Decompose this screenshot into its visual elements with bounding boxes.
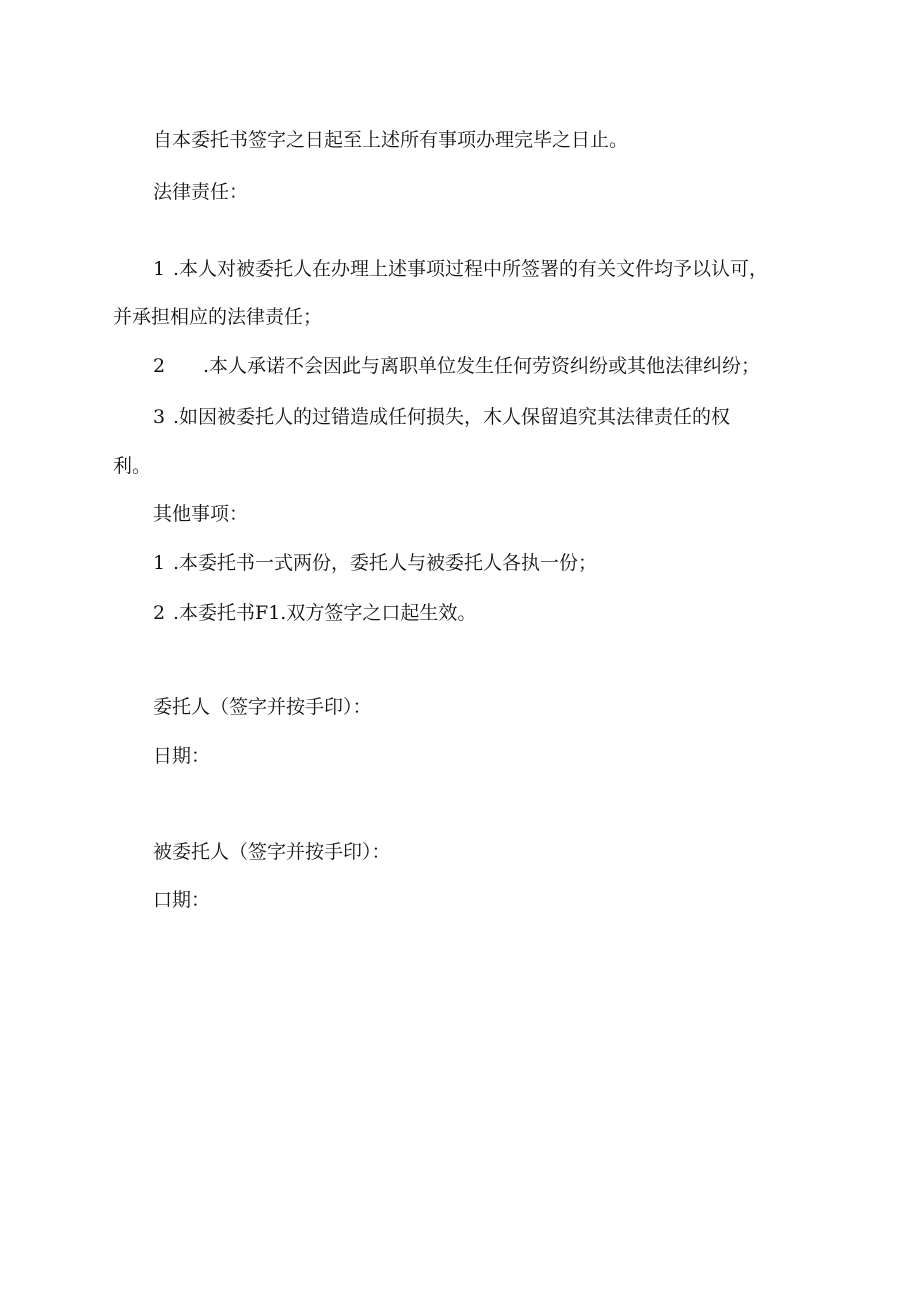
agent-signature-label: 被委托人（签字并按手印）： [153,841,391,863]
legal-item-3-line-1 [153,405,730,429]
other-item-2-number: 2 [153,602,166,624]
legal-item-2 [153,354,760,378]
legal-item-2-number: 2 [153,355,166,377]
other-item-2-text: .本委托书F1.双方签字之口起生效。 [173,602,477,624]
other-item-2 [153,601,476,625]
other-matters-heading: 其他事项： [153,503,249,525]
legal-item-3-text: .如因被委托人的过错造成任何损失，木人保留追究其法律责任的权 [173,406,731,428]
legal-responsibility-heading: 法律责任： [153,181,249,203]
legal-item-1-line-1 [153,257,768,281]
other-item-1-number: 1 [153,552,166,574]
other-item-1-text: .本委托书一式两份，委托人与被委托人各执一份； [173,552,598,574]
other-item-1 [153,551,597,575]
legal-item-3-line-2: 利。 [113,455,152,477]
legal-item-1-text: .本人对被委托人在办理上述事项过程中所签署的有关文件均予以认可， [173,258,769,280]
legal-item-2-text: .本人承诺不会因此与离职单位发生任何劳资纠纷或其他法律纠纷； [203,355,761,377]
principal-signature-label: 委托人（签字并按手印）： [153,696,372,718]
legal-item-1-line-2: 并承担相应的法律责任； [113,306,323,328]
principal-date-label: 日期： [153,745,211,767]
term-end-text: 自本委托书签字之日起至上述所有事项办理完毕之日止。 [153,129,629,151]
agent-date-label: 口期： [153,889,211,911]
legal-item-1-number: 1 [153,258,166,280]
legal-item-3-number: 3 [153,406,166,428]
